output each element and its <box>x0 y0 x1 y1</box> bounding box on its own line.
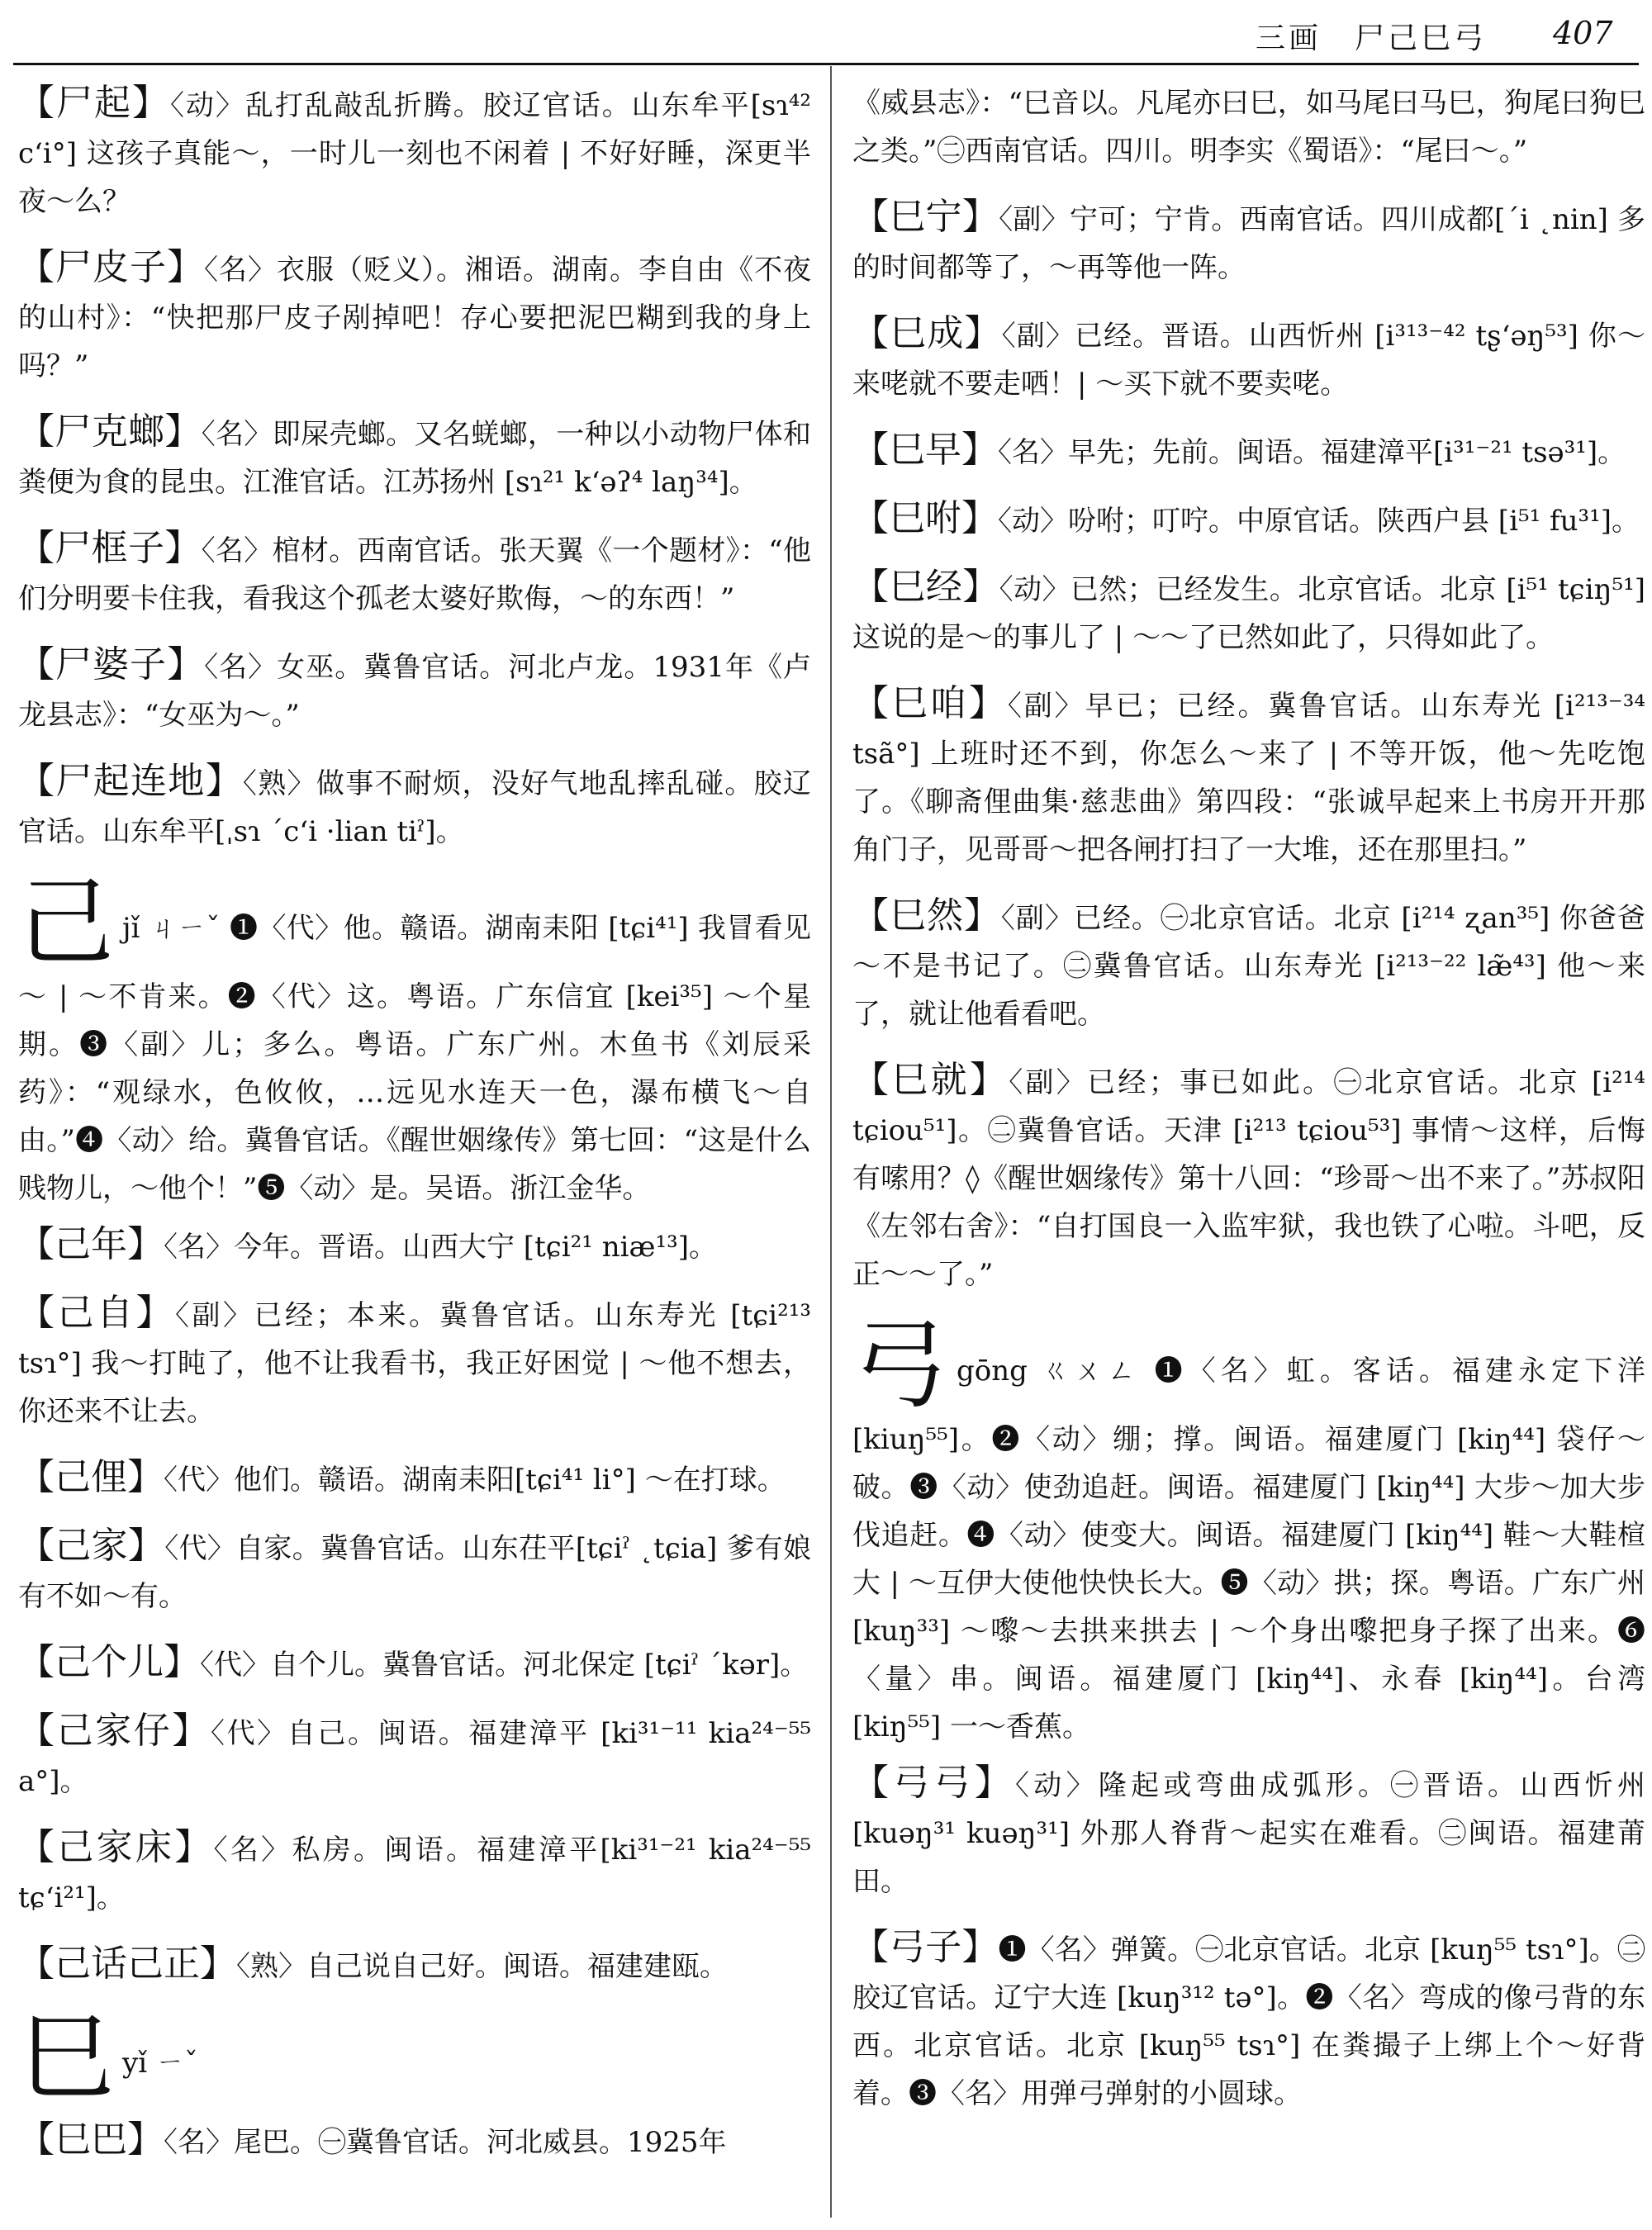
entry-headword: 【巳早】 <box>852 429 998 471</box>
entry-headword: 【尸皮子】 <box>18 246 204 288</box>
entry-headword: 【己家】 <box>18 1525 165 1567</box>
dictionary-entry <box>852 310 1645 408</box>
entry-headword: 【巳就】 <box>852 1059 1009 1101</box>
dictionary-entry <box>18 524 811 623</box>
entry-body: 〈副〉早已；已经。冀鲁官话。山东寿光 [i²¹³⁻³⁴ tsã°] 上班时还不到，你怎么～来了 | 不等开饭，他～先吃饱了。《聊斋俚曲集·慈悲曲》第四段：“张诚早起来上书房开开那角门子，见哥哥～把各闸打扫了一大堆，还在那里扫。” <box>852 690 1645 866</box>
entry-body: 〈动〉已然；已经发生。北京官话。北京 [i⁵¹ tɕiŋ⁵¹] 这说的是～的事儿了 | ～～了已然如此了，只得如此了。 <box>852 573 1645 654</box>
entry-headword: 【己家床】 <box>18 1826 214 1868</box>
entry-headword: 【尸起】 <box>18 82 170 124</box>
dictionary-entry <box>18 1940 811 1990</box>
dictionary-entry <box>852 680 1645 874</box>
entry-headword: 【尸框子】 <box>18 527 202 569</box>
column-divider <box>830 66 832 2218</box>
page-number: 407 <box>1553 15 1613 51</box>
entry-body: 〈名〉即屎壳螂。又名蜣螂，一种以小动物尸体和粪便为食的昆虫。江淮官话。江苏扬州 [sɿ²¹ kʻəʔ⁴ laŋ³⁴]。 <box>18 418 811 499</box>
entry-body: 〈熟〉自己说自己好。闽语。福建建瓯。 <box>236 1950 728 1983</box>
head-pronunciation: gōng ㄍㄨㄥ <box>957 1355 1141 1388</box>
entry-body: 〈动〉乱打乱敲乱折腾。胶辽官话。山东牟平[sɿ⁴² cʻi°] 这孩子真能～，一时儿一刻也不闲着 | 不好好睡，深更半夜～么？ <box>18 89 811 218</box>
dictionary-entry <box>18 1707 811 1805</box>
entry-headword: 【己年】 <box>18 1223 164 1265</box>
entry-body: 〈副〉宁可；宁肯。西南官话。四川成都[ˊi ˛nin] 多的时间都等了，～再等他一阵。 <box>852 203 1645 284</box>
entry-headword: 【己个儿】 <box>18 1641 200 1683</box>
dictionary-entry <box>18 1639 811 1689</box>
entry-body: 〈副〉已经；事已如此。㊀北京官话。北京 [i²¹⁴ tɕiou⁵¹]。㊁冀鲁官话。天津 [i²¹³ tɕiou⁵³] 事情～这样，后悔有嗦用？◊《醒世姻缘传》第十八回：“珍哥～出不来了。”苏叔阳《左邻右舍》：“自打国良一入监牢狱，我也铁了心啦。斗吧，反正～～了。” <box>852 1066 1645 1291</box>
section-title: 三画 尸己巳弓 <box>1256 21 1488 55</box>
dictionary-entry <box>18 1221 811 1271</box>
entry-body: 〈代〉自个儿。冀鲁官话。河北保定 [tɕiˀ ˊkər]。 <box>200 1649 809 1682</box>
dictionary-entry <box>852 1924 1645 2118</box>
character-head-entry <box>18 867 811 1212</box>
character-head-entry <box>852 1310 1645 1751</box>
right-column <box>852 79 1645 2218</box>
entry-headword: 【巳巴】 <box>18 2118 164 2161</box>
entry-body: 〈名〉衣服（贬义）。湘语。湖南。李自由《不夜的山村》：“快把那尸皮子剐掉吧！存心要把泥巴糊到我的身上吗？” <box>18 254 811 382</box>
entry-body: 〈名〉女巫。冀鲁官话。河北卢龙。1931年《卢龙县志》：“女巫为～。” <box>18 651 811 732</box>
entry-headword: 【己话己正】 <box>18 1943 236 1985</box>
entry-headword: 【弓弓】 <box>852 1762 1016 1804</box>
entry-body: 〈名〉棺材。西南官话。张天翼《一个题材》：“他们分明要卡住我，看我这个孤老太婆好欺侮，～的东西！” <box>18 534 811 615</box>
dictionary-entry <box>852 1759 1645 1905</box>
dictionary-entry <box>852 892 1645 1038</box>
entry-body: 〈熟〉做事不耐烦，没好气地乱摔乱碰。胶辽官话。山东牟平[ˌsɿ ˊcʻi ·lian tiˀ]。 <box>18 767 811 848</box>
dictionary-entry <box>852 495 1645 545</box>
entry-headword: 【尸婆子】 <box>18 643 205 686</box>
head-character: 弓 <box>852 1310 948 1421</box>
entry-body: 〈副〉已经。晋语。山西忻州 [i³¹³⁻⁴² tʂʻəŋ⁵³] 你～来咾就不要走哂！| ～买下就不要卖咾。 <box>852 320 1645 401</box>
dictionary-entry <box>18 641 811 739</box>
entry-headword: 【巳然】 <box>852 894 1001 937</box>
page-header <box>0 12 1652 61</box>
dictionary-entry <box>18 1824 811 1922</box>
dictionary-entry <box>18 757 811 856</box>
entry-body: ❶〈名〉弹簧。㊀北京官话。北京 [kuŋ⁵⁵ tsɿ°]。㊁胶辽官话。辽宁大连 [kuŋ³¹² tə°]。❷〈名〉弯成的像弓背的东西。北京官话。北京 [kuŋ⁵⁵ tsɿ°] 在粪撮子上绑上个～好背着。❸〈名〉用弹弓弹射的小圆球。 <box>852 1933 1645 2110</box>
entry-headword: 【尸克螂】 <box>18 410 202 453</box>
entry-headword: 【己家仔】 <box>18 1710 211 1752</box>
dictionary-entry <box>852 193 1645 292</box>
dictionary-entry <box>18 408 811 506</box>
entry-body: 〈代〉自己。闽语。福建漳平 [ki³¹⁻¹¹ kia²⁴⁻⁵⁵ a°]。 <box>18 1717 811 1798</box>
entry-body: 〈动〉吩咐；叮咛。中原官话。陕西户县 [i⁵¹ fu³¹]。 <box>998 505 1640 538</box>
entry-body: 〈名〉私房。闽语。福建漳平[ki³¹⁻²¹ kia²⁴⁻⁵⁵ tɕʻi²¹]。 <box>18 1834 811 1914</box>
character-head-entry <box>18 2002 811 2114</box>
continued-entry <box>852 79 1645 175</box>
entry-headword: 【巳成】 <box>852 312 1002 354</box>
dictionary-entry <box>18 79 811 225</box>
dictionary-entry <box>852 1056 1645 1298</box>
head-character: 己 <box>18 867 114 979</box>
entry-body: 〈动〉隆起或弯曲成弧形。㊀晋语。山西忻州 [kuəŋ³¹ kuəŋ³¹] 外那人脊背～起实在难看。㊁闽语。福建莆田。 <box>852 1769 1645 1898</box>
entry-body: ❶〈代〉他。赣语。湖南耒阳 [tɕi⁴¹] 我冒看见～ | ～不肯来。❷〈代〉这。粤语。广东信宜 [kei³⁵] ～个星期。❸〈副〉儿；多么。粤语。广东广州。木鱼书《刘辰采药》：“观绿水，色攸攸，…远见水连天一色，瀑布横飞～自由。”❹〈动〉给。冀鲁官话。《醒世姻缘传》第七回：“这是什么贱物儿，～他个！”❺〈动〉是。吴语。浙江金华。 <box>18 912 811 1205</box>
entry-headword: 【巳咱】 <box>852 682 1008 724</box>
left-column <box>18 79 811 2218</box>
dictionary-entry <box>18 244 811 390</box>
dictionary-entry <box>18 1522 811 1620</box>
entry-headword: 【巳宁】 <box>852 196 999 238</box>
dictionary-entry <box>852 563 1645 662</box>
entry-body: 〈代〉自家。冀鲁官话。山东茌平[tɕiˀ ˛tɕia] 爹有娘有不如～有。 <box>18 1532 811 1613</box>
entry-headword: 【弓子】 <box>852 1926 999 1968</box>
entry-body: 〈副〉已经。㊀北京官话。北京 [i²¹⁴ ʐan³⁵] 你爸爸～不是书记了。㊁冀鲁官话。山东寿光 [i²¹³⁻²² læ̃⁴³] 他～来了，就让他看看吧。 <box>852 902 1645 1031</box>
header-rule <box>13 63 1639 65</box>
entry-body: 〈名〉今年。晋语。山西大宁 [tɕi²¹ niæ¹³]。 <box>164 1231 717 1264</box>
dictionary-entry <box>852 426 1645 477</box>
dictionary-entry <box>18 2116 811 2166</box>
entry-headword: 【巳咐】 <box>852 497 998 539</box>
dictionary-entry <box>18 1454 811 1504</box>
entry-headword: 【尸起连地】 <box>18 760 243 802</box>
entry-body: 〈名〉尾巴。㊀冀鲁官话。河北威县。1925年 <box>164 2126 727 2159</box>
entry-headword: 【己俚】 <box>18 1456 164 1498</box>
entry-body: ❶〈名〉虹。客话。福建永定下洋[kiuŋ⁵⁵]。❷〈动〉绷；撑。闽语。福建厦门 [kiŋ⁴⁴] 袋仔～破。❸〈动〉使劲追赶。闽语。福建厦门 [kiŋ⁴⁴] 大步～加大步伐追赶。❹〈动〉使变大。闽语。福建厦门 [kiŋ⁴⁴] 鞋～大鞋楦大 | ～互伊大使他快快长大。❺〈动〉拱；探。粤语。广东广州 [kuŋ³³] ～嚟～去拱来拱去 | ～个身出嚟把身子探了出来。❻〈量〉串。闽语。福建厦门 [kiŋ⁴⁴]、永春 [kiŋ⁴⁴]。台湾 [kiŋ⁵⁵] 一～香蕉。 <box>852 1355 1645 1744</box>
head-pronunciation: jǐ ㄐㄧˇ <box>122 912 221 945</box>
entry-headword: 【己自】 <box>18 1292 175 1334</box>
entry-body: 《威县志》：“巳音以。凡尾亦曰巳，如马尾曰马巳，狗尾曰狗巳之类。”㊁西南官话。四川。明李实《蜀语》：“尾曰～。” <box>852 87 1645 168</box>
head-character: 巳 <box>18 2002 114 2114</box>
entry-body: 〈名〉早先；先前。闽语。福建漳平[i³¹⁻²¹ tsə³¹]。 <box>998 436 1626 469</box>
entry-body: 〈代〉他们。赣语。湖南耒阳[tɕi⁴¹ li°] ～在打球。 <box>164 1464 786 1497</box>
dictionary-entry <box>18 1289 811 1435</box>
head-pronunciation: yǐ ㄧˇ <box>122 2047 198 2080</box>
entry-headword: 【巳经】 <box>852 566 999 608</box>
entry-body: 〈副〉已经；本来。冀鲁官话。山东寿光 [tɕi²¹³ tsɿ°] 我～打盹了，他不让我看书，我正好困觉 | ～他不想去，你还来不让去。 <box>18 1299 811 1428</box>
